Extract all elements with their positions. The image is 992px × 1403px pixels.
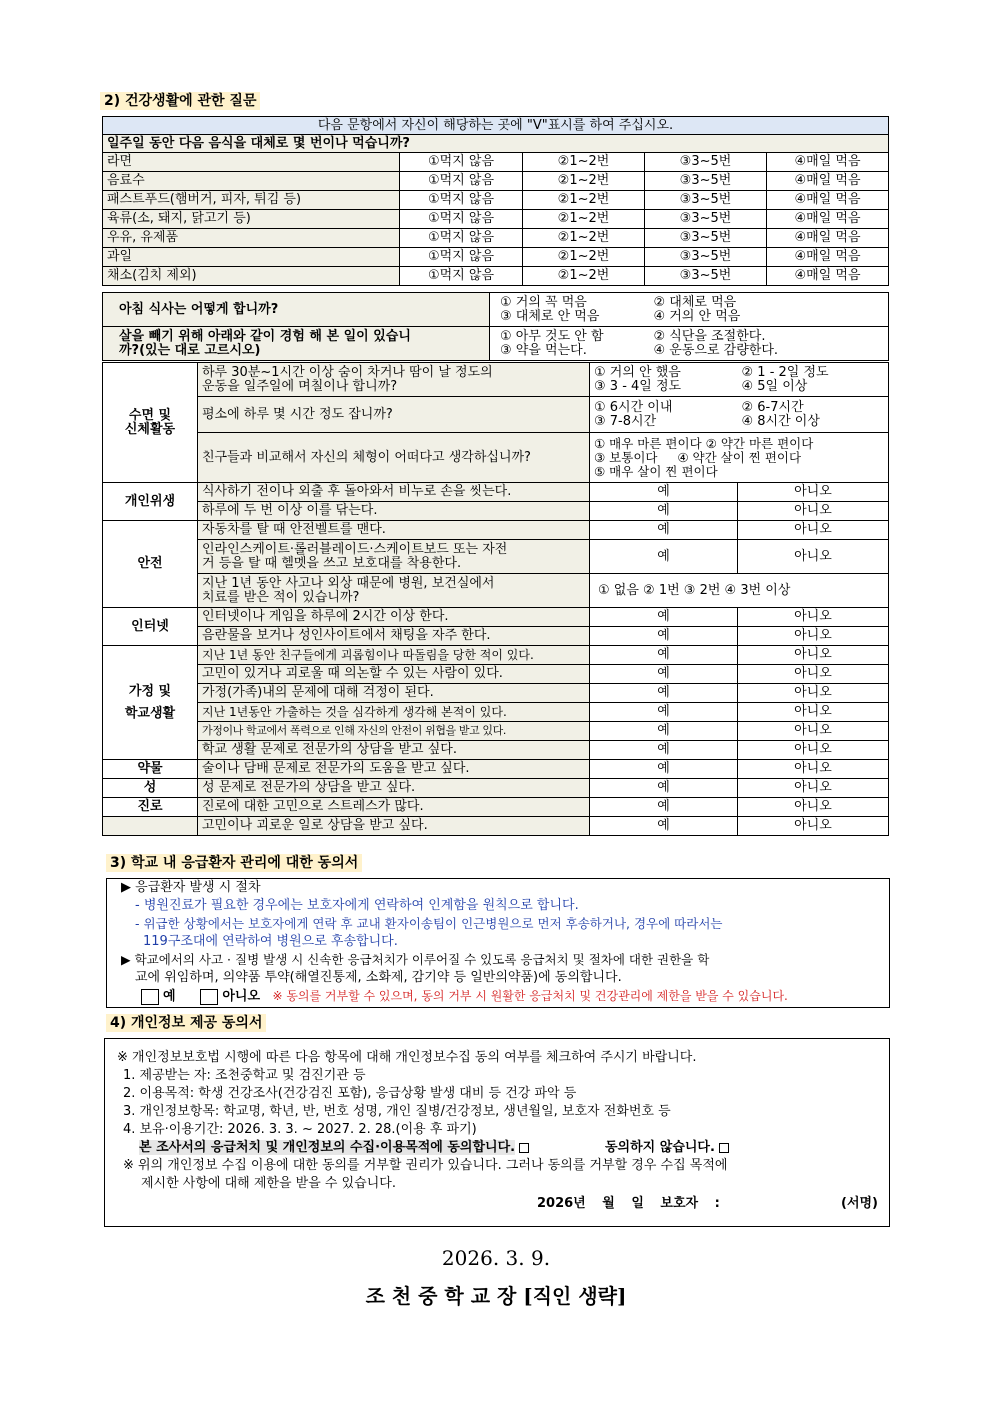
- privacy-consent-box: [104, 1038, 890, 1227]
- yes-option[interactable]: 예: [590, 540, 738, 574]
- no-option[interactable]: 아니오: [738, 483, 889, 502]
- family-q5: 가정이나 학교에서 폭력으로 인해 자신의 안전이 위협을 받고 있다.: [198, 722, 590, 741]
- privacy-line-8: 제시한 사항에 대해 제한을 받을 수 있습니다.: [141, 1176, 396, 1191]
- food-option-3[interactable]: ③3~5번: [645, 153, 767, 172]
- no-option[interactable]: 아니오: [738, 540, 889, 574]
- privacy-line-3: 2. 이용목적: 학생 건강조사(건강검진 포함), 응급상황 발생 대비 등 건강 파악 등: [123, 1086, 577, 1101]
- food-item: 음료수: [103, 172, 400, 191]
- yes-option[interactable]: 예: [590, 608, 738, 627]
- breakfast-opt1[interactable]: ① 거의 꼭 먹음: [500, 294, 587, 310]
- sleep-q2-opt4[interactable]: ④ 8시간 이상: [741, 413, 820, 429]
- weightloss-question-1: 살을 빼기 위해 아래와 같이 경험 해 본 일이 있습니: [119, 328, 411, 344]
- hygiene-q1: 식사하기 전이나 외출 후 돌아와서 비누로 손을 씻는다.: [198, 483, 590, 502]
- guardian-date-line: 2026년 월 일 보호자 :: [537, 1196, 720, 1211]
- sleep-q1-opt2[interactable]: ② 1 - 2일 정도: [741, 364, 829, 380]
- hygiene-q2: 하루에 두 번 이상 이를 닦는다.: [198, 502, 590, 521]
- no-option[interactable]: 아니오: [738, 665, 889, 684]
- family-category-1: 가정 및: [128, 683, 172, 699]
- privacy-line-4: 3. 개인정보항목: 학교명, 학년, 반, 번호 성명, 개인 질병/건강정보, 생년월일, 보호자 전화번호 등: [123, 1104, 671, 1119]
- no-option[interactable]: 아니오: [738, 741, 889, 760]
- body-opt1[interactable]: ① 매우 마른 편이다: [594, 435, 702, 451]
- yes-option[interactable]: 예: [590, 798, 738, 817]
- yes-option[interactable]: 예: [590, 502, 738, 521]
- sleep-q1-opt1[interactable]: ① 거의 안 했음: [594, 364, 681, 380]
- no-option[interactable]: 아니오: [738, 684, 889, 703]
- family-q1: 지난 1년 동안 친구들에게 괴롭힘이나 따돌림을 당한 적이 있다.: [198, 646, 590, 665]
- breakfast-question: 아침 식사는 어떻게 합니까?: [103, 293, 490, 327]
- no-option[interactable]: 아니오: [738, 627, 889, 646]
- yes-option[interactable]: 예: [590, 722, 738, 741]
- food-option-1[interactable]: ①먹지 않음: [400, 153, 523, 172]
- yes-option[interactable]: 예: [590, 665, 738, 684]
- food-option-4[interactable]: ④매일 먹음: [767, 210, 889, 229]
- family-q2: 고민이 있거나 괴로울 때 의논할 수 있는 사람이 있다.: [198, 665, 590, 684]
- food-option-3[interactable]: ③3~5번: [645, 191, 767, 210]
- no-option[interactable]: 아니오: [738, 798, 889, 817]
- principal-signature: 조 천 중 학 교 장 [직인 생략]: [365, 1284, 627, 1308]
- drug-category: 약물: [103, 760, 198, 779]
- food-option-2[interactable]: ②1~2번: [523, 210, 645, 229]
- privacy-line-1: ※ 개인정보보호법 시행에 따른 다음 항목에 대해 개인정보수집 동의 여부를 체크하여 주시기 바랍니다.: [117, 1050, 697, 1065]
- career-category: 진로: [103, 798, 198, 817]
- section3-title: 3) 학교 내 응급환자 관리에 대한 동의서: [106, 854, 362, 872]
- body-opt4[interactable]: ④ 약간 살이 찐 편이다: [677, 449, 802, 465]
- sleep-q1-opt4[interactable]: ④ 5일 이상: [741, 378, 808, 394]
- sleep-q1a: 하루 30분~1시간 이상 숨이 차거나 땀이 날 정도의: [202, 364, 493, 380]
- safety-q3b: 치료를 받은 적이 있습니까?: [202, 589, 360, 605]
- food-option-4[interactable]: ④매일 먹음: [767, 153, 889, 172]
- emergency-consent-box: [106, 878, 890, 1008]
- food-option-1[interactable]: ①먹지 않음: [400, 210, 523, 229]
- food-option-1[interactable]: ①먹지 않음: [400, 229, 523, 248]
- breakfast-opt2[interactable]: ② 대체로 먹음: [653, 294, 737, 310]
- weightloss-opt2[interactable]: ② 식단을 조절한다.: [653, 328, 766, 344]
- food-option-3[interactable]: ③3~5번: [645, 229, 767, 248]
- habit-table: [102, 292, 889, 361]
- sex-q1: 성 문제로 전문가의 상담을 받고 싶다.: [198, 779, 590, 798]
- sleep-q1-opt3[interactable]: ③ 3 - 4일 정도: [594, 378, 682, 394]
- yes-option[interactable]: 예: [590, 817, 738, 836]
- no-option[interactable]: 아니오: [738, 521, 889, 540]
- emergency-yes-checkbox[interactable]: [141, 989, 159, 1005]
- yes-option[interactable]: 예: [590, 627, 738, 646]
- food-option-4[interactable]: ④매일 먹음: [767, 172, 889, 191]
- emergency-line-5: ▶ 학교에서의 사고 · 질병 발생 시 신속한 응급처치가 이루어질 수 있도록 응급처치 및 절차에 대한 권한을 학: [121, 952, 710, 967]
- food-option-4[interactable]: ④매일 먹음: [767, 248, 889, 267]
- yes-option[interactable]: 예: [590, 483, 738, 502]
- no-option[interactable]: 아니오: [738, 722, 889, 741]
- yes-option[interactable]: 예: [590, 779, 738, 798]
- no-option[interactable]: 아니오: [738, 703, 889, 722]
- sex-category: 성: [103, 779, 198, 798]
- privacy-line-5: 4. 보유·이용기간: 2026. 3. 3. ~ 2027. 2. 28.(이용 후 파기): [123, 1122, 477, 1137]
- sleep-q2-opt1[interactable]: ① 6시간 이내: [594, 399, 673, 415]
- food-item: 육류(소, 돼지, 닭고기 등): [103, 210, 400, 229]
- food-table: [102, 116, 889, 286]
- food-item: 과일: [103, 248, 400, 267]
- emergency-line-2: - 병원진료가 필요한 경우에는 보호자에게 연락하여 인계함을 원칙으로 합니다.: [135, 898, 579, 913]
- emergency-no-label: 아니오: [222, 989, 261, 1004]
- privacy-line-2: 1. 제공받는 자: 조천중학교 및 검진기관 등: [123, 1068, 366, 1083]
- food-option-4[interactable]: ④매일 먹음: [767, 191, 889, 210]
- yes-option[interactable]: 예: [590, 703, 738, 722]
- weightloss-opt4[interactable]: ④ 운동으로 감량한다.: [653, 342, 779, 358]
- sleep-q2: 평소에 하루 몇 시간 정도 잡니까?: [198, 397, 590, 433]
- food-option-1[interactable]: ①먹지 않음: [400, 267, 523, 286]
- breakfast-opt3[interactable]: ③ 대체로 안 먹음: [500, 308, 600, 324]
- emergency-line-4: 119구조대에 연락하여 병원으로 후송합니다.: [143, 934, 398, 949]
- food-item: 라면: [103, 153, 400, 172]
- yes-option[interactable]: 예: [590, 741, 738, 760]
- safety-q2a: 인라인스케이트·롤러블레이드·스케이트보드 또는 자전: [202, 541, 508, 557]
- food-option-1[interactable]: ①먹지 않음: [400, 248, 523, 267]
- food-option-2[interactable]: ②1~2번: [523, 229, 645, 248]
- safety-category: 안전: [103, 521, 198, 608]
- privacy-disagree-checkbox[interactable]: [719, 1143, 729, 1153]
- sleep-q2-opt2[interactable]: ② 6-7시간: [741, 399, 804, 415]
- privacy-disagree-label: 동의하지 않습니다.: [605, 1140, 715, 1155]
- sleep-category-2: 신체활동: [124, 421, 176, 437]
- breakfast-opt4[interactable]: ④ 거의 안 먹음: [653, 308, 741, 324]
- instruction: 다음 문항에서 자신이 해당하는 곳에 "V"표시를 하여 주십시오.: [103, 117, 889, 135]
- family-q6: 학교 생활 문제로 전문가의 상담을 받고 싶다.: [198, 741, 590, 760]
- weightloss-opt3[interactable]: ③ 약을 먹는다.: [500, 342, 587, 358]
- safety-q3a: 지난 1년 동안 사고나 외상 때문에 병원, 보건실에서: [202, 575, 495, 591]
- drug-q1: 술이나 담배 문제로 전문가의 도움을 받고 싶다.: [198, 760, 590, 779]
- no-option[interactable]: 아니오: [738, 760, 889, 779]
- weightloss-opt1[interactable]: ① 아무 것도 안 함: [500, 328, 604, 344]
- no-option[interactable]: 아니오: [738, 779, 889, 798]
- no-option[interactable]: 아니오: [738, 502, 889, 521]
- sleep-category-1: 수면 및: [128, 407, 172, 423]
- emergency-yes-label: 예: [163, 989, 176, 1004]
- yes-option[interactable]: 예: [590, 646, 738, 665]
- career-q2: 고민이나 괴로운 일로 상담을 받고 싶다.: [198, 817, 590, 836]
- privacy-line-7: ※ 위의 개인정보 수집 이용에 대한 동의를 거부할 권리가 있습니다. 그러나 동의를 거부할 경우 수집 목적에: [123, 1158, 728, 1173]
- body-opt2[interactable]: ② 약간 마른 편이다: [705, 435, 814, 451]
- sleep-q2-opt3[interactable]: ③ 7-8시간: [594, 413, 657, 429]
- no-option[interactable]: 아니오: [738, 817, 889, 836]
- food-option-2[interactable]: ②1~2번: [523, 248, 645, 267]
- weightloss-question-2: 까?(있는 대로 고르시오): [119, 342, 261, 358]
- body-opt3[interactable]: ③ 보통이다: [594, 449, 658, 465]
- food-option-2[interactable]: ②1~2번: [523, 172, 645, 191]
- emergency-procedure-heading: ▶ 응급환자 발생 시 절차: [121, 880, 261, 895]
- food-item: 패스트푸드(햄버거, 피자, 튀김 등): [103, 191, 400, 210]
- food-option-2[interactable]: ②1~2번: [523, 153, 645, 172]
- food-question: 일주일 동안 다음 음식을 대체로 몇 번이나 먹습니까?: [103, 135, 889, 153]
- family-q4: 지난 1년동안 가출하는 것을 심각하게 생각해 본적이 있다.: [198, 703, 590, 722]
- sleep-q1b: 운동을 일주일에 며칠이나 합니까?: [202, 378, 398, 394]
- food-option-1[interactable]: ①먹지 않음: [400, 172, 523, 191]
- no-option[interactable]: 아니오: [738, 608, 889, 627]
- safety-q2b: 거 등을 탈 때 헬멧을 쓰고 보호대를 착용한다.: [202, 555, 462, 571]
- safety-q1: 자동차를 탈 때 안전벨트를 맨다.: [198, 521, 590, 540]
- food-option-1[interactable]: ①먹지 않음: [400, 191, 523, 210]
- food-option-3[interactable]: ③3~5번: [645, 267, 767, 286]
- privacy-agree-label: 본 조사서의 응급처치 및 개인정보의 수집·이용목적에 동의합니다.: [139, 1140, 516, 1155]
- section4-title: 4) 개인정보 제공 동의서: [106, 1014, 266, 1032]
- career-q1: 진로에 대한 고민으로 스트레스가 많다.: [198, 798, 590, 817]
- yes-option[interactable]: 예: [590, 760, 738, 779]
- lifestyle-table: [102, 362, 889, 836]
- safety-q3-options[interactable]: ① 없음 ② 1번 ③ 2번 ④ 3번 이상: [590, 574, 889, 608]
- food-item: 우유, 유제품: [103, 229, 400, 248]
- food-option-2[interactable]: ②1~2번: [523, 191, 645, 210]
- section2-title: 2) 건강생활에 관한 질문: [100, 92, 260, 110]
- food-option-2[interactable]: ②1~2번: [523, 267, 645, 286]
- food-option-3[interactable]: ③3~5번: [645, 172, 767, 191]
- internet-q1: 인터넷이나 게임을 하루에 2시간 이상 한다.: [198, 608, 590, 627]
- food-option-3[interactable]: ③3~5번: [645, 210, 767, 229]
- family-category-2: 학교생활: [124, 705, 176, 721]
- internet-q2: 음란물을 보거나 성인사이트에서 채팅을 자주 한다.: [198, 627, 590, 646]
- signature-label: (서명): [841, 1196, 878, 1211]
- no-option[interactable]: 아니오: [738, 646, 889, 665]
- yes-option[interactable]: 예: [590, 521, 738, 540]
- yes-option[interactable]: 예: [590, 684, 738, 703]
- food-option-3[interactable]: ③3~5번: [645, 248, 767, 267]
- emergency-no-checkbox[interactable]: [200, 989, 218, 1005]
- food-item: 채소(김치 제외): [103, 267, 400, 286]
- sleep-q3: 친구들과 비교해서 자신의 체형이 어떠다고 생각하십니까?: [198, 433, 590, 483]
- food-option-4[interactable]: ④매일 먹음: [767, 267, 889, 286]
- hygiene-category: 개인위생: [103, 483, 198, 521]
- internet-category: 인터넷: [103, 608, 198, 646]
- issue-date: 2026. 3. 9.: [441, 1246, 551, 1270]
- emergency-line-3: - 위급한 상황에서는 보호자에게 연락 후 교내 환자이송팀이 인근병원으로 먼저 후송하거나, 경우에 따라서는: [135, 916, 723, 931]
- emergency-line-6: 교에 위임하며, 의약품 투약(해열진통제, 소화제, 감기약 등 일반의약품)에 동의합니다.: [135, 970, 622, 985]
- food-option-4[interactable]: ④매일 먹음: [767, 229, 889, 248]
- family-q3: 가정(가족)내의 문제에 대해 걱정이 된다.: [198, 684, 590, 703]
- body-opt5[interactable]: ⑤ 매우 살이 찐 편이다: [594, 463, 718, 479]
- privacy-agree-checkbox[interactable]: [519, 1143, 529, 1153]
- consent-refusal-note: ※ 동의를 거부할 수 있으며, 동의 거부 시 원활한 응급처치 및 건강관리에 제한을 받을 수 있습니다.: [272, 989, 788, 1003]
